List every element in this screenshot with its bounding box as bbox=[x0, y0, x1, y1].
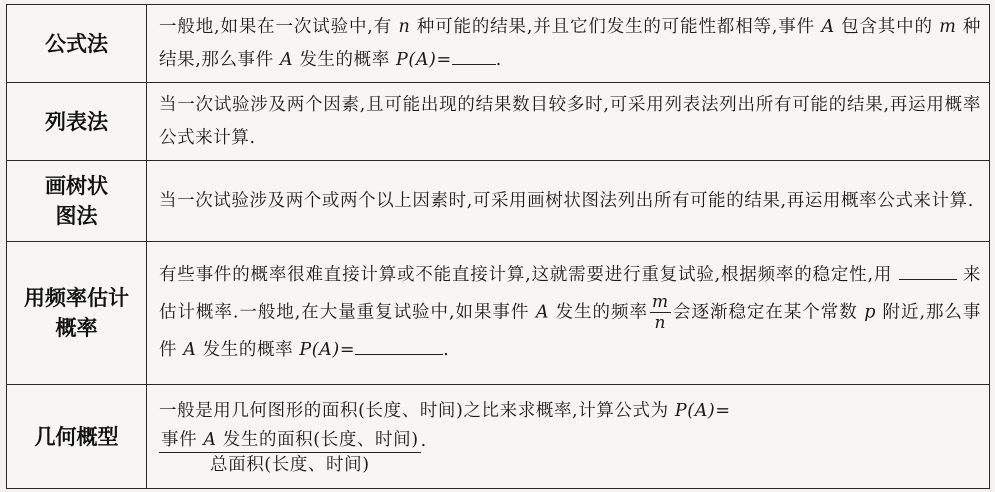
variable-A: A bbox=[535, 302, 550, 323]
variable-A: A bbox=[183, 340, 197, 360]
row-content-frequency-estimate bbox=[147, 242, 990, 385]
probability-expression: P(A) bbox=[674, 401, 716, 421]
equals-sign: = bbox=[436, 49, 452, 70]
content-text: 包含其中的 bbox=[834, 16, 940, 37]
answer-blank[interactable] bbox=[899, 261, 957, 280]
content-text: 发生的概率 bbox=[293, 49, 397, 70]
row-label-line: 概率 bbox=[55, 316, 98, 340]
content-text: 种结果,那么事件 bbox=[159, 16, 982, 70]
content-text: 一般是用几何图形的面积(长度、时间)之比来求概率,计算公式为 bbox=[159, 401, 675, 421]
answer-blank[interactable] bbox=[452, 46, 496, 65]
row-content-list-method bbox=[147, 83, 990, 161]
table-row bbox=[7, 161, 990, 242]
row-label-line: 图法 bbox=[55, 204, 98, 228]
row-label-line: 用频率估计 bbox=[24, 286, 129, 310]
variable-A: A bbox=[203, 430, 217, 450]
content-text: 发生的频率 bbox=[549, 302, 648, 323]
row-label-frequency-estimate bbox=[7, 242, 147, 385]
fraction-numerator: m bbox=[651, 292, 669, 312]
variable-n: n bbox=[398, 16, 411, 37]
content-text: . bbox=[495, 49, 502, 70]
fraction-denominator: 总面积(长度、时间) bbox=[210, 455, 370, 475]
row-label-formula-method bbox=[7, 5, 147, 83]
variable-A: A bbox=[821, 16, 835, 37]
variable-m: m bbox=[939, 16, 957, 37]
content-text: 会逐渐稳定在某个常数 bbox=[672, 302, 865, 323]
equals-sign: = bbox=[339, 340, 356, 360]
table-row bbox=[7, 83, 990, 161]
probability-expression: P(A) bbox=[396, 49, 437, 70]
content-text: 附近,那么事件 bbox=[159, 302, 981, 360]
variable-A: A bbox=[279, 49, 294, 70]
fraction-numerator bbox=[159, 428, 421, 453]
numerator-text: 事件 bbox=[161, 430, 204, 450]
table-row bbox=[7, 385, 990, 489]
content-text: . bbox=[420, 431, 427, 451]
content-text: 来估计概率.一般地,在大量重复试验中,如果事件 bbox=[159, 265, 981, 323]
content-text: 发生的概率 bbox=[196, 340, 300, 360]
row-content-tree-diagram-method bbox=[147, 161, 990, 242]
numerator-text: 发生的面积(长度、时间) bbox=[216, 430, 419, 450]
row-content-formula-method bbox=[147, 5, 990, 83]
row-label-tree-diagram-method bbox=[7, 161, 147, 242]
content-text: 一般地,如果在一次试验中,有 bbox=[159, 16, 399, 37]
answer-blank[interactable] bbox=[355, 336, 443, 355]
frequency-fraction bbox=[650, 294, 671, 332]
probability-expression: P(A) bbox=[299, 340, 340, 360]
equals-sign: = bbox=[715, 401, 731, 421]
content-text: 种可能的结果,并且它们发生的可能性都相等,事件 bbox=[410, 16, 822, 37]
row-label-text: 公式法 bbox=[45, 31, 108, 56]
row-label-text: 列表法 bbox=[45, 109, 108, 134]
formula-table-sheet bbox=[6, 4, 990, 488]
row-label-list-method bbox=[7, 83, 147, 161]
content-text: 当一次试验涉及两个因素,且可能出现的结果数目较多时,可采用列表法列出所有可能的结果,再运用概率公式来计算. bbox=[159, 94, 981, 148]
row-label-text: 几何概型 bbox=[34, 424, 119, 449]
row-content-geometric-probability bbox=[147, 385, 990, 489]
content-text: . bbox=[443, 340, 450, 360]
fraction-denominator: n bbox=[654, 313, 667, 333]
row-label-line: 画树状 bbox=[45, 174, 108, 198]
row-label-geometric-probability bbox=[7, 385, 147, 489]
geometric-fraction bbox=[159, 428, 421, 477]
variable-p: p bbox=[864, 302, 876, 323]
content-text: 当一次试验涉及两个或两个以上因素时,可采用画树状图法列出所有可能的结果,再运用概率公式来计算. bbox=[159, 190, 974, 211]
probability-methods-table bbox=[6, 4, 990, 489]
content-text: 有些事件的概率很难直接计算或不能直接计算,这就需要进行重复试验,根据频率的稳定性,用 bbox=[159, 265, 899, 285]
table-row bbox=[7, 242, 990, 385]
table-row bbox=[7, 5, 990, 83]
